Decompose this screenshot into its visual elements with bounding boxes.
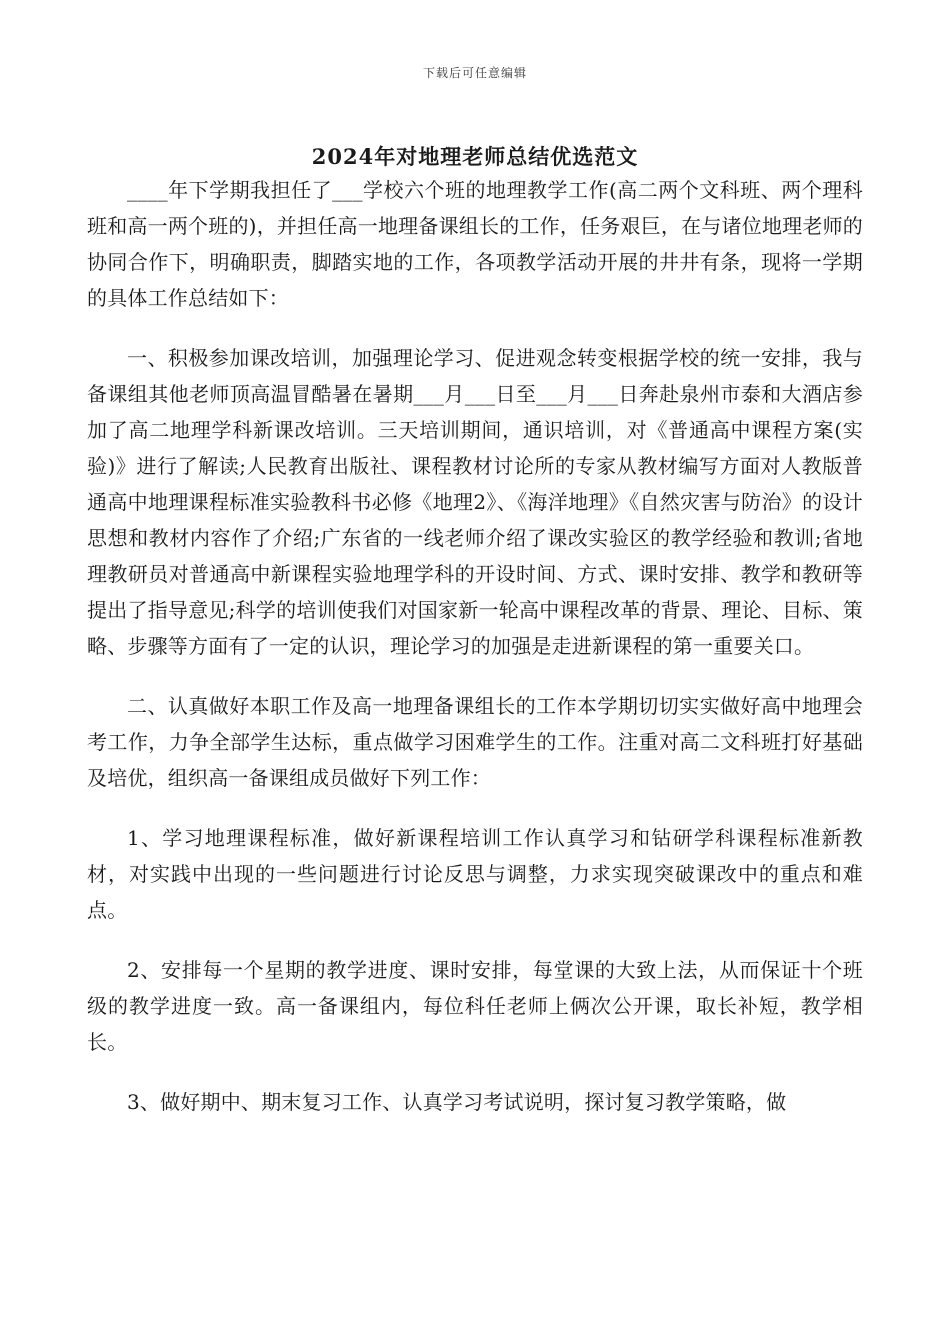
paragraph-item-3: 3、做好期中、期末复习工作、认真学习考试说明，探讨复习教学策略，做 <box>127 1090 787 1114</box>
document-body <box>87 172 863 1144</box>
paragraph-item-2: 2、安排每一个星期的教学进度、课时安排，每堂课的大致上法，从而保证十个班级的教学进度一致。高一备课组内，每位科任老师上俩次公开课，取长补短，教学相长。 <box>87 958 863 1054</box>
paragraph-intro: ____年下学期我担任了___学校六个班的地理教学工作(高二两个文科班、两个理科班和高一两个班的)，并担任高一地理备课组长的工作，任务艰巨，在与诸位地理老师的协同合作下，明确职责，脚踏实地的工作，各项教学活动开展的井井有条，现将一学期的具体工作总结如下： <box>87 178 863 310</box>
document-title: 2024年对地理老师总结优选范文 <box>311 144 639 169</box>
page-header-note: 下载后可任意编辑 <box>422 66 527 80</box>
paragraph-section-one: 一、积极参加课改培训，加强理论学习、促进观念转变根据学校的统一安排，我与备课组其他老师顶高温冒酷暑在暑期___月___日至___月___日奔赴泉州市泰和大酒店参加了高二地理学科新课改培训。三天培训期间，通识培训，对《普通高中课程方案(实验)》进行了解读;人民教育出版社、课程教材讨论所的专家从教材编写方面对人教版普通高中地理课程标准实验教科书必修《地理2》、《海洋地理》《自然灾害与防治》的设计思想和教材内容作了介绍;广东省的一线老师介绍了课改实验区的教学经验和教训;省地理教研员对普通高中新课程实验地理学科的开设时间、方式、课时安排、教学和教研等提出了指导意见;科学的培训使我们对国家新一轮高中课程改革的背景、理论、目标、策略、步骤等方面有了一定的认识，理论学习的加强是走进新课程的第一重要关口。 <box>87 346 863 658</box>
paragraph-item-1: 1、学习地理课程标准，做好新课程培训工作认真学习和钻研学科课程标准新教材，对实践中出现的一些问题进行讨论反思与调整，力求实现突破课改中的重点和难点。 <box>87 826 863 922</box>
paragraph-section-two: 二、认真做好本职工作及高一地理备课组长的工作本学期切切实实做好高中地理会考工作，力争全部学生达标，重点做学习困难学生的工作。注重对高二文科班打好基础及培优，组织高一备课组成员做好下列工作： <box>87 694 863 790</box>
